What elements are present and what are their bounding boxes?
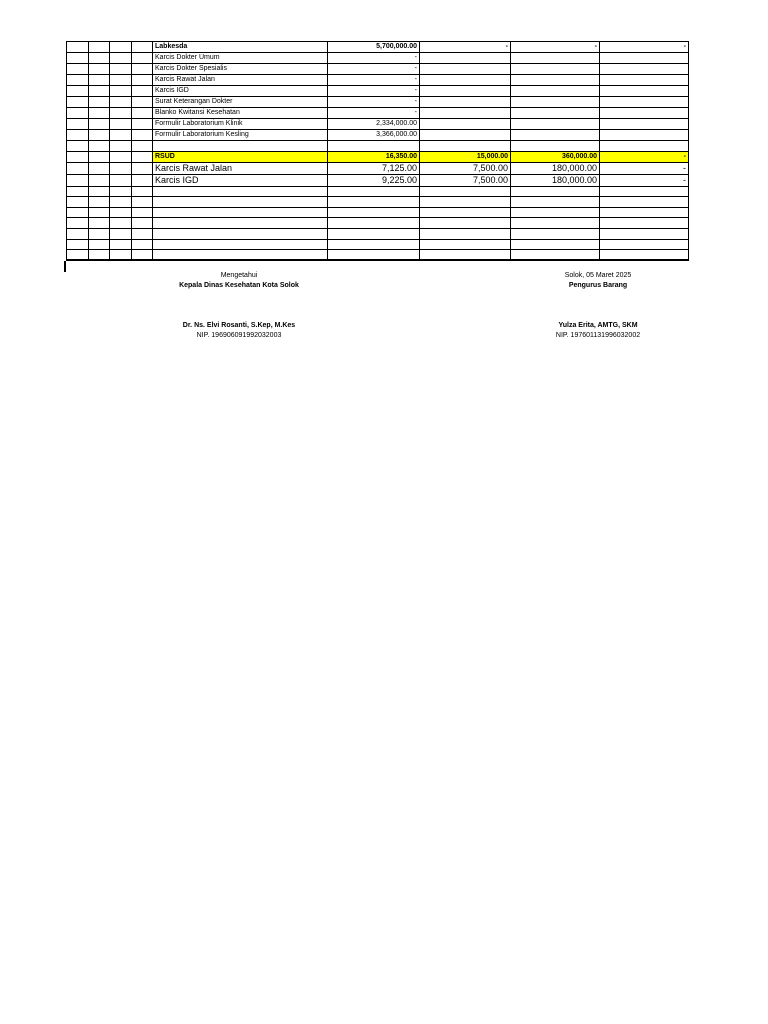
- empty-cell: [132, 186, 153, 197]
- value-cell-v3: 180,000.00: [511, 162, 600, 174]
- value-cell-v1: [328, 141, 420, 152]
- table-row: [67, 197, 689, 208]
- empty-cell: [89, 207, 110, 218]
- value-cell-v1: -: [328, 86, 420, 97]
- empty-cell: [89, 186, 110, 197]
- table-row: [67, 42, 689, 53]
- value-cell-v1: -: [328, 64, 420, 75]
- empty-cell: [132, 42, 153, 53]
- value-cell-v1: -: [328, 75, 420, 86]
- empty-cell: [67, 53, 89, 64]
- table-row: [67, 218, 689, 229]
- empty-cell: [89, 64, 110, 75]
- empty-cell: [132, 108, 153, 119]
- signature-block-right: [488, 271, 708, 341]
- empty-cell: [89, 162, 110, 174]
- empty-cell: [67, 239, 89, 250]
- value-cell-v2: [420, 218, 511, 229]
- value-cell-v2: 15,000.00: [420, 151, 511, 162]
- description-cell: Formulir Laboratorium Kesling: [153, 130, 328, 141]
- sig-right-caption: Solok, 05 Maret 2025: [564, 272, 632, 279]
- empty-cell: [89, 218, 110, 229]
- description-cell: Karcis IGD: [153, 174, 328, 186]
- empty-cell: [89, 174, 110, 186]
- value-cell-v3: [511, 197, 600, 208]
- value-cell-v3: [511, 64, 600, 75]
- table-row: [67, 186, 689, 197]
- table-row: [67, 141, 689, 152]
- value-cell-v1: [328, 218, 420, 229]
- empty-cell: [67, 186, 89, 197]
- value-cell-v2: 7,500.00: [420, 174, 511, 186]
- value-cell-v3: [511, 218, 600, 229]
- empty-cell: [110, 75, 132, 86]
- empty-cell: [110, 186, 132, 197]
- value-cell-v3: [511, 119, 600, 130]
- value-cell-v4: -: [600, 162, 689, 174]
- sig-left-title: Kepala Dinas Kesehatan Kota Solok: [179, 282, 299, 289]
- empty-cell: [89, 239, 110, 250]
- value-cell-v2: [420, 64, 511, 75]
- value-cell-v2: -: [420, 42, 511, 53]
- empty-cell: [110, 130, 132, 141]
- value-cell-v3: [511, 53, 600, 64]
- value-cell-v4: -: [600, 42, 689, 53]
- empty-cell: [132, 174, 153, 186]
- empty-cell: [110, 141, 132, 152]
- value-cell-v4: -: [600, 174, 689, 186]
- sig-right-title: Pengurus Barang: [568, 282, 628, 289]
- empty-cell: [132, 53, 153, 64]
- value-cell-v4: [600, 197, 689, 208]
- value-cell-v3: [511, 228, 600, 239]
- description-cell: Formulir Laboratorium Klinik: [153, 119, 328, 130]
- table-row: [67, 162, 689, 174]
- empty-cell: [132, 162, 153, 174]
- value-cell-v1: -: [328, 108, 420, 119]
- value-cell-v2: [420, 86, 511, 97]
- value-cell-v3: 180,000.00: [511, 174, 600, 186]
- table-row: [67, 207, 689, 218]
- value-cell-v4: [600, 228, 689, 239]
- value-cell-v2: 7,500.00: [420, 162, 511, 174]
- empty-cell: [67, 218, 89, 229]
- empty-cell: [132, 130, 153, 141]
- table-row: [67, 174, 689, 186]
- empty-cell: [132, 197, 153, 208]
- value-cell-v2: [420, 250, 511, 261]
- empty-cell: [132, 75, 153, 86]
- value-cell-v1: 5,700,000.00: [328, 42, 420, 53]
- signature-block-left: [129, 271, 349, 341]
- empty-cell: [89, 53, 110, 64]
- value-cell-v4: [600, 86, 689, 97]
- empty-cell: [89, 197, 110, 208]
- table-row: [67, 86, 689, 97]
- empty-cell: [110, 174, 132, 186]
- empty-cell: [110, 53, 132, 64]
- table-row: [67, 75, 689, 86]
- empty-cell: [132, 141, 153, 152]
- empty-cell: [89, 228, 110, 239]
- value-cell-v2: [420, 53, 511, 64]
- description-cell: Karcis IGD: [153, 86, 328, 97]
- value-cell-v3: -: [511, 42, 600, 53]
- empty-cell: [67, 108, 89, 119]
- empty-cell: [110, 197, 132, 208]
- value-cell-v3: [511, 75, 600, 86]
- sig-right-name: Yulza Erita, AMTG, SKM: [558, 322, 638, 329]
- empty-cell: [89, 151, 110, 162]
- empty-cell: [67, 86, 89, 97]
- value-cell-v4: [600, 108, 689, 119]
- empty-cell: [132, 119, 153, 130]
- description-cell: [153, 250, 328, 261]
- description-cell: [153, 207, 328, 218]
- sig-right-nip: NIP. 197601131996032002: [555, 332, 641, 339]
- empty-cell: [110, 119, 132, 130]
- empty-cell: [67, 228, 89, 239]
- table-row: [67, 64, 689, 75]
- empty-cell: [110, 228, 132, 239]
- value-cell-v4: [600, 250, 689, 261]
- empty-cell: [110, 108, 132, 119]
- value-cell-v1: [328, 228, 420, 239]
- empty-cell: [110, 250, 132, 261]
- table-row: [67, 151, 689, 162]
- value-cell-v4: [600, 64, 689, 75]
- empty-cell: [89, 75, 110, 86]
- empty-cell: [110, 151, 132, 162]
- empty-cell: [110, 64, 132, 75]
- value-cell-v1: [328, 250, 420, 261]
- empty-cell: [132, 250, 153, 261]
- empty-cell: [89, 42, 110, 53]
- value-cell-v4: -: [600, 151, 689, 162]
- value-cell-v1: -: [328, 97, 420, 108]
- sig-left-caption: Mengetahui: [220, 272, 258, 279]
- empty-cell: [67, 174, 89, 186]
- empty-cell: [89, 119, 110, 130]
- table-row: [67, 97, 689, 108]
- empty-cell: [132, 151, 153, 162]
- value-cell-v2: [420, 228, 511, 239]
- empty-cell: [110, 97, 132, 108]
- value-cell-v1: -: [328, 53, 420, 64]
- empty-cell: [110, 239, 132, 250]
- value-cell-v1: 9,225.00: [328, 174, 420, 186]
- value-cell-v3: 360,000.00: [511, 151, 600, 162]
- value-cell-v2: [420, 186, 511, 197]
- empty-cell: [67, 151, 89, 162]
- value-cell-v3: [511, 130, 600, 141]
- empty-cell: [67, 97, 89, 108]
- description-cell: Surat Keterangan Dokter: [153, 97, 328, 108]
- value-cell-v1: 16,350.00: [328, 151, 420, 162]
- value-cell-v3: [511, 186, 600, 197]
- description-cell: [153, 186, 328, 197]
- description-cell: RSUD: [153, 151, 328, 162]
- empty-cell: [132, 64, 153, 75]
- empty-cell: [67, 119, 89, 130]
- empty-cell: [110, 207, 132, 218]
- empty-cell: [132, 239, 153, 250]
- empty-cell: [110, 42, 132, 53]
- value-cell-v3: [511, 250, 600, 261]
- corner-mark: [64, 261, 66, 272]
- empty-cell: [89, 141, 110, 152]
- table-row: [67, 108, 689, 119]
- description-cell: Karcis Rawat Jalan: [153, 75, 328, 86]
- value-cell-v2: [420, 97, 511, 108]
- description-cell: [153, 197, 328, 208]
- description-cell: [153, 239, 328, 250]
- description-cell: [153, 228, 328, 239]
- empty-cell: [67, 250, 89, 261]
- empty-cell: [132, 218, 153, 229]
- sig-left-name: Dr. Ns. Elvi Rosanti, S.Kep, M.Kes: [182, 322, 296, 329]
- empty-cell: [89, 250, 110, 261]
- empty-cell: [67, 162, 89, 174]
- value-cell-v4: [600, 218, 689, 229]
- value-cell-v3: [511, 108, 600, 119]
- empty-cell: [67, 207, 89, 218]
- empty-cell: [67, 197, 89, 208]
- empty-cell: [132, 228, 153, 239]
- value-cell-v2: [420, 141, 511, 152]
- value-cell-v4: [600, 53, 689, 64]
- table-row: [67, 130, 689, 141]
- empty-cell: [110, 162, 132, 174]
- description-cell: Labkesda: [153, 42, 328, 53]
- value-cell-v2: [420, 108, 511, 119]
- value-cell-v1: [328, 207, 420, 218]
- value-cell-v1: [328, 197, 420, 208]
- empty-cell: [67, 42, 89, 53]
- description-cell: Karcis Dokter Umum: [153, 53, 328, 64]
- sig-left-nip: NIP. 196906091992032003: [196, 332, 282, 339]
- value-cell-v2: [420, 239, 511, 250]
- empty-cell: [110, 218, 132, 229]
- table-row: [67, 53, 689, 64]
- empty-cell: [132, 97, 153, 108]
- value-cell-v2: [420, 119, 511, 130]
- value-cell-v1: [328, 239, 420, 250]
- value-cell-v3: [511, 207, 600, 218]
- description-cell: [153, 141, 328, 152]
- value-cell-v3: [511, 141, 600, 152]
- table-row: [67, 250, 689, 261]
- empty-cell: [89, 86, 110, 97]
- empty-cell: [89, 130, 110, 141]
- empty-cell: [132, 86, 153, 97]
- empty-cell: [67, 141, 89, 152]
- empty-cell: [67, 130, 89, 141]
- value-cell-v1: 2,334,000.00: [328, 119, 420, 130]
- value-cell-v1: 7,125.00: [328, 162, 420, 174]
- inventory-table: [66, 41, 689, 261]
- value-cell-v4: [600, 186, 689, 197]
- value-cell-v2: [420, 75, 511, 86]
- empty-cell: [67, 64, 89, 75]
- value-cell-v4: [600, 239, 689, 250]
- value-cell-v2: [420, 207, 511, 218]
- value-cell-v1: [328, 186, 420, 197]
- table-row: [67, 239, 689, 250]
- value-cell-v4: [600, 207, 689, 218]
- value-cell-v4: [600, 119, 689, 130]
- description-cell: Blanko Kwitansi Kesehatan: [153, 108, 328, 119]
- value-cell-v4: [600, 97, 689, 108]
- table-row: [67, 228, 689, 239]
- description-cell: Karcis Rawat Jalan: [153, 162, 328, 174]
- value-cell-v4: [600, 141, 689, 152]
- value-cell-v3: [511, 97, 600, 108]
- empty-cell: [89, 108, 110, 119]
- table-row: [67, 119, 689, 130]
- value-cell-v4: [600, 75, 689, 86]
- description-cell: Karcis Dokter Spesialis: [153, 64, 328, 75]
- description-cell: [153, 218, 328, 229]
- empty-cell: [132, 207, 153, 218]
- empty-cell: [110, 86, 132, 97]
- value-cell-v3: [511, 86, 600, 97]
- value-cell-v2: [420, 197, 511, 208]
- value-cell-v2: [420, 130, 511, 141]
- value-cell-v3: [511, 239, 600, 250]
- value-cell-v1: 3,366,000.00: [328, 130, 420, 141]
- empty-cell: [67, 75, 89, 86]
- empty-cell: [89, 97, 110, 108]
- value-cell-v4: [600, 130, 689, 141]
